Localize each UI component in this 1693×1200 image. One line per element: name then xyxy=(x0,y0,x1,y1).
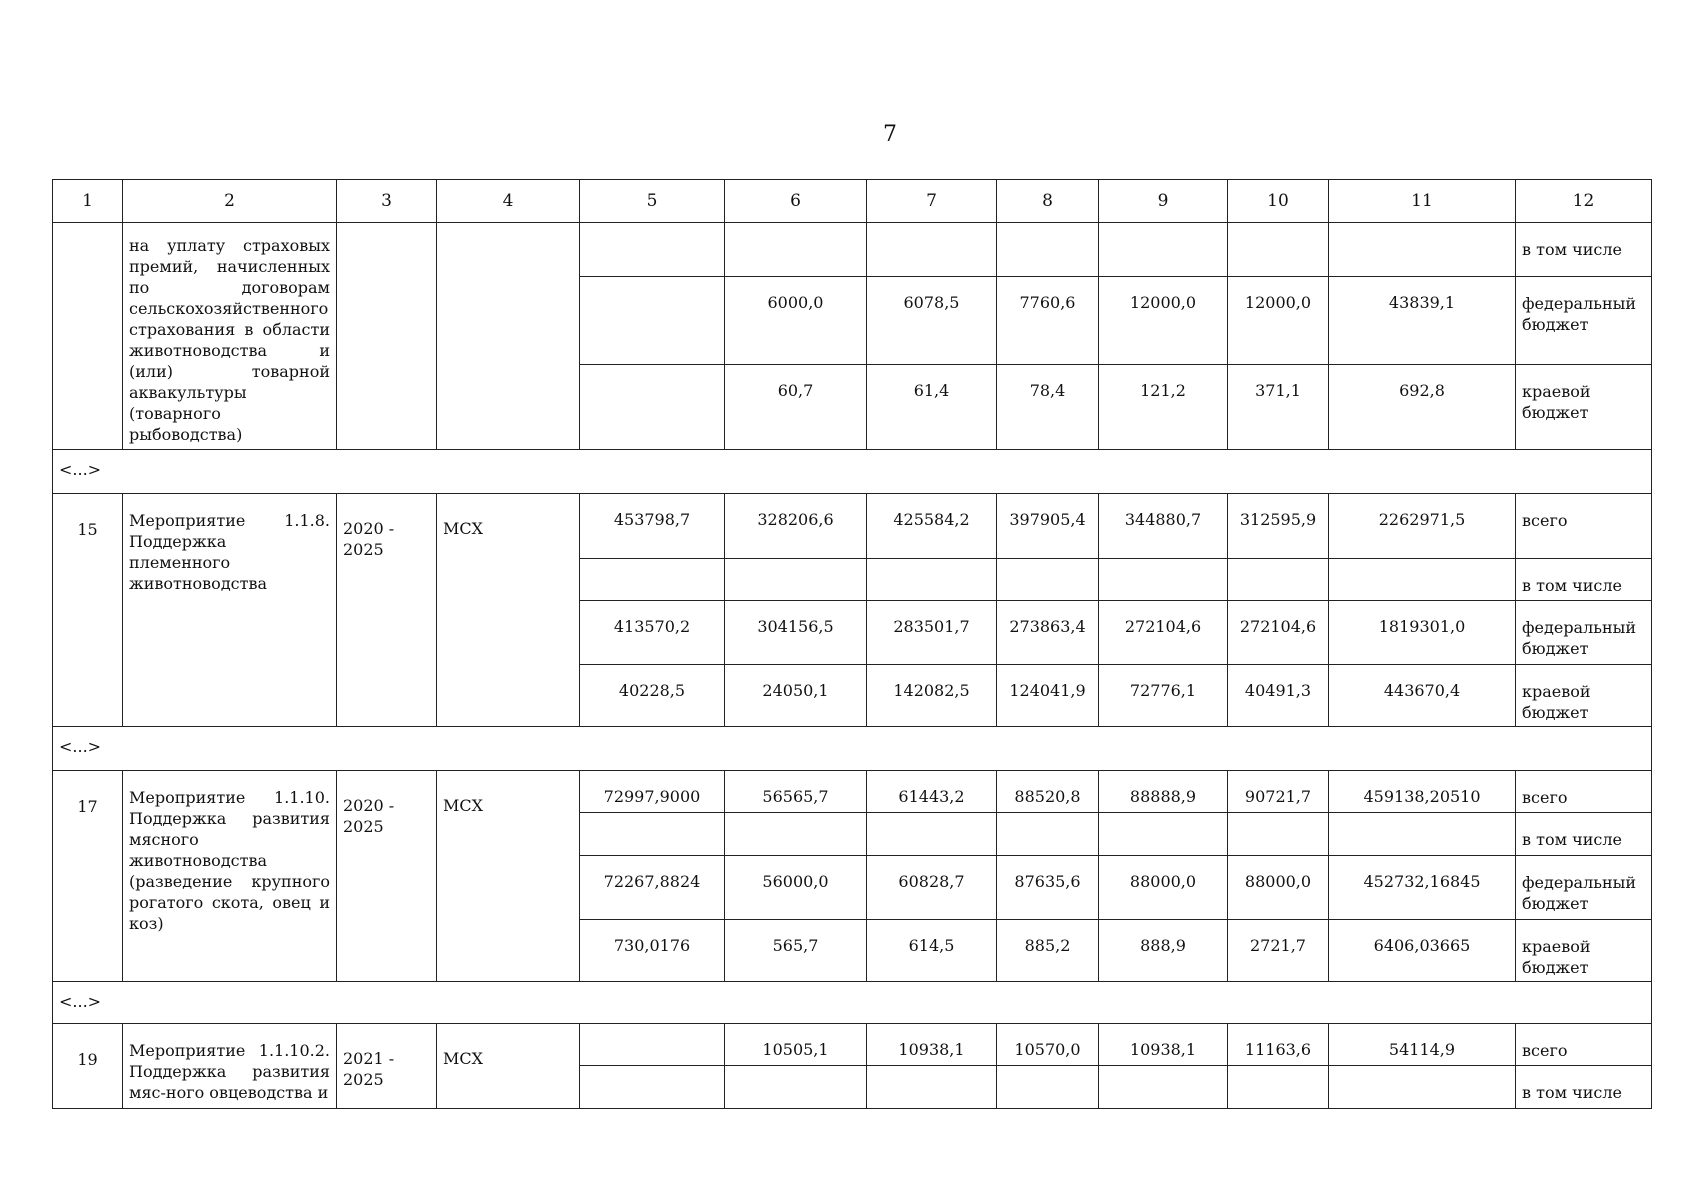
amount-cell: 40228,5 xyxy=(580,665,725,727)
column-header: 11 xyxy=(1329,180,1516,223)
amount-cell: 413570,2 xyxy=(580,601,725,665)
amount-cell: 344880,7 xyxy=(1099,494,1228,559)
amount-cell: 453798,7 xyxy=(580,494,725,559)
amount-cell: 459138,20510 xyxy=(1329,771,1516,813)
amount-cell: 328206,6 xyxy=(725,494,867,559)
measure-description: Мероприятие 1.1.10.2. Поддержка развития мяс-ного овцеводства и xyxy=(123,1024,337,1109)
column-header: 10 xyxy=(1228,180,1329,223)
funding-source: федеральный бюджет xyxy=(1516,601,1652,665)
executor: МСХ xyxy=(437,1024,580,1109)
amount-cell: 56565,7 xyxy=(725,771,867,813)
amount-cell: 10938,1 xyxy=(1099,1024,1228,1066)
amount-cell xyxy=(725,223,867,277)
page-number: 7 xyxy=(883,122,897,147)
amount-cell: 78,4 xyxy=(997,364,1099,449)
amount-cell xyxy=(1228,559,1329,601)
amount-cell: 272104,6 xyxy=(1228,601,1329,665)
executor xyxy=(437,223,580,450)
amount-cell: 2262971,5 xyxy=(1329,494,1516,559)
implementation-period: 2021 - 2025 xyxy=(337,1024,437,1109)
separator-cell: <...> xyxy=(53,982,1652,1024)
amount-cell: 565,7 xyxy=(725,920,867,982)
amount-cell xyxy=(867,223,997,277)
column-header: 6 xyxy=(725,180,867,223)
separator-cell: <...> xyxy=(53,727,1652,771)
amount-cell: 142082,5 xyxy=(867,665,997,727)
amount-cell xyxy=(725,813,867,856)
amount-cell xyxy=(867,1066,997,1109)
amount-cell: 10938,1 xyxy=(867,1024,997,1066)
column-header: 9 xyxy=(1099,180,1228,223)
budget-table xyxy=(52,179,1652,1109)
amount-cell xyxy=(867,559,997,601)
amount-cell: 371,1 xyxy=(1228,364,1329,449)
amount-cell: 24050,1 xyxy=(725,665,867,727)
amount-cell xyxy=(1228,813,1329,856)
table-row xyxy=(53,223,1652,277)
separator-cell: <...> xyxy=(53,450,1652,494)
amount-cell: 56000,0 xyxy=(725,856,867,920)
amount-cell: 121,2 xyxy=(1099,364,1228,449)
column-header: 4 xyxy=(437,180,580,223)
amount-cell xyxy=(997,813,1099,856)
separator-row xyxy=(53,727,1652,771)
amount-cell: 272104,6 xyxy=(1099,601,1228,665)
amount-cell: 452732,16845 xyxy=(1329,856,1516,920)
amount-cell: 60828,7 xyxy=(867,856,997,920)
amount-cell: 397905,4 xyxy=(997,494,1099,559)
amount-cell: 60,7 xyxy=(725,364,867,449)
table-row xyxy=(53,771,1652,813)
amount-cell xyxy=(867,813,997,856)
amount-cell xyxy=(580,559,725,601)
amount-cell: 6000,0 xyxy=(725,276,867,364)
amount-cell: 885,2 xyxy=(997,920,1099,982)
column-header: 5 xyxy=(580,180,725,223)
amount-cell: 273863,4 xyxy=(997,601,1099,665)
funding-source: краевой бюджет xyxy=(1516,665,1652,727)
executor: МСХ xyxy=(437,771,580,982)
column-header: 8 xyxy=(997,180,1099,223)
amount-cell xyxy=(1099,813,1228,856)
amount-cell: 72267,8824 xyxy=(580,856,725,920)
amount-cell xyxy=(1228,1066,1329,1109)
column-header: 2 xyxy=(123,180,337,223)
amount-cell: 12000,0 xyxy=(1099,276,1228,364)
column-header: 7 xyxy=(867,180,997,223)
funding-source: в том числе xyxy=(1516,559,1652,601)
funding-source: в том числе xyxy=(1516,1066,1652,1109)
row-number: 19 xyxy=(53,1024,123,1109)
amount-cell: 10505,1 xyxy=(725,1024,867,1066)
amount-cell xyxy=(1329,559,1516,601)
amount-cell xyxy=(997,559,1099,601)
amount-cell xyxy=(1228,223,1329,277)
amount-cell: 304156,5 xyxy=(725,601,867,665)
amount-cell xyxy=(580,364,725,449)
amount-cell: 730,0176 xyxy=(580,920,725,982)
amount-cell: 43839,1 xyxy=(1329,276,1516,364)
amount-cell: 888,9 xyxy=(1099,920,1228,982)
amount-cell: 10570,0 xyxy=(997,1024,1099,1066)
amount-cell xyxy=(997,1066,1099,1109)
amount-cell xyxy=(1099,559,1228,601)
amount-cell: 1819301,0 xyxy=(1329,601,1516,665)
amount-cell: 6078,5 xyxy=(867,276,997,364)
implementation-period: 2020 - 2025 xyxy=(337,494,437,727)
amount-cell: 614,5 xyxy=(867,920,997,982)
amount-cell xyxy=(997,223,1099,277)
amount-cell: 6406,03665 xyxy=(1329,920,1516,982)
implementation-period: 2020 - 2025 xyxy=(337,771,437,982)
separator-row xyxy=(53,982,1652,1024)
amount-cell: 87635,6 xyxy=(997,856,1099,920)
amount-cell xyxy=(580,813,725,856)
header-row xyxy=(53,180,1652,223)
funding-source: в том числе xyxy=(1516,813,1652,856)
amount-cell: 88000,0 xyxy=(1228,856,1329,920)
amount-cell: 312595,9 xyxy=(1228,494,1329,559)
amount-cell: 88000,0 xyxy=(1099,856,1228,920)
amount-cell: 692,8 xyxy=(1329,364,1516,449)
amount-cell: 61,4 xyxy=(867,364,997,449)
amount-cell: 72997,9000 xyxy=(580,771,725,813)
executor: МСХ xyxy=(437,494,580,727)
column-header: 1 xyxy=(53,180,123,223)
amount-cell xyxy=(725,559,867,601)
column-header: 12 xyxy=(1516,180,1652,223)
amount-cell: 283501,7 xyxy=(867,601,997,665)
amount-cell xyxy=(1099,223,1228,277)
funding-source: федеральный бюджет xyxy=(1516,276,1652,364)
amount-cell xyxy=(580,1024,725,1066)
amount-cell xyxy=(1099,1066,1228,1109)
amount-cell: 425584,2 xyxy=(867,494,997,559)
row-number: 15 xyxy=(53,494,123,727)
amount-cell: 72776,1 xyxy=(1099,665,1228,727)
measure-description: на уплату страховых премий, начисленных по договорам сельскохозяйственного страхования в области животноводства и (или) товарной аквакультуры (товарного рыбоводства) xyxy=(123,223,337,450)
amount-cell: 7760,6 xyxy=(997,276,1099,364)
amount-cell xyxy=(1329,813,1516,856)
table-row xyxy=(53,494,1652,559)
funding-source: федеральный бюджет xyxy=(1516,856,1652,920)
amount-cell: 88520,8 xyxy=(997,771,1099,813)
row-number: 17 xyxy=(53,771,123,982)
funding-source: всего xyxy=(1516,1024,1652,1066)
row-number xyxy=(53,223,123,450)
funding-source: краевой бюджет xyxy=(1516,364,1652,449)
amount-cell xyxy=(725,1066,867,1109)
column-header: 3 xyxy=(337,180,437,223)
amount-cell: 443670,4 xyxy=(1329,665,1516,727)
amount-cell: 54114,9 xyxy=(1329,1024,1516,1066)
amount-cell: 40491,3 xyxy=(1228,665,1329,727)
implementation-period xyxy=(337,223,437,450)
funding-source: краевой бюджет xyxy=(1516,920,1652,982)
amount-cell: 124041,9 xyxy=(997,665,1099,727)
amount-cell: 12000,0 xyxy=(1228,276,1329,364)
amount-cell: 2721,7 xyxy=(1228,920,1329,982)
amount-cell xyxy=(580,223,725,277)
amount-cell xyxy=(1329,1066,1516,1109)
funding-source: всего xyxy=(1516,771,1652,813)
amount-cell: 90721,7 xyxy=(1228,771,1329,813)
separator-row xyxy=(53,450,1652,494)
funding-source: в том числе xyxy=(1516,223,1652,277)
amount-cell: 61443,2 xyxy=(867,771,997,813)
funding-source: всего xyxy=(1516,494,1652,559)
measure-description: Мероприятие 1.1.8. Поддержка племенного животноводства xyxy=(123,494,337,727)
amount-cell xyxy=(580,1066,725,1109)
amount-cell xyxy=(580,276,725,364)
measure-description: Мероприятие 1.1.10. Поддержка развития мясного животноводства (разведение крупного рогатого скота, овец и коз) xyxy=(123,771,337,982)
table-row xyxy=(53,1024,1652,1066)
amount-cell: 11163,6 xyxy=(1228,1024,1329,1066)
amount-cell xyxy=(1329,223,1516,277)
amount-cell: 88888,9 xyxy=(1099,771,1228,813)
